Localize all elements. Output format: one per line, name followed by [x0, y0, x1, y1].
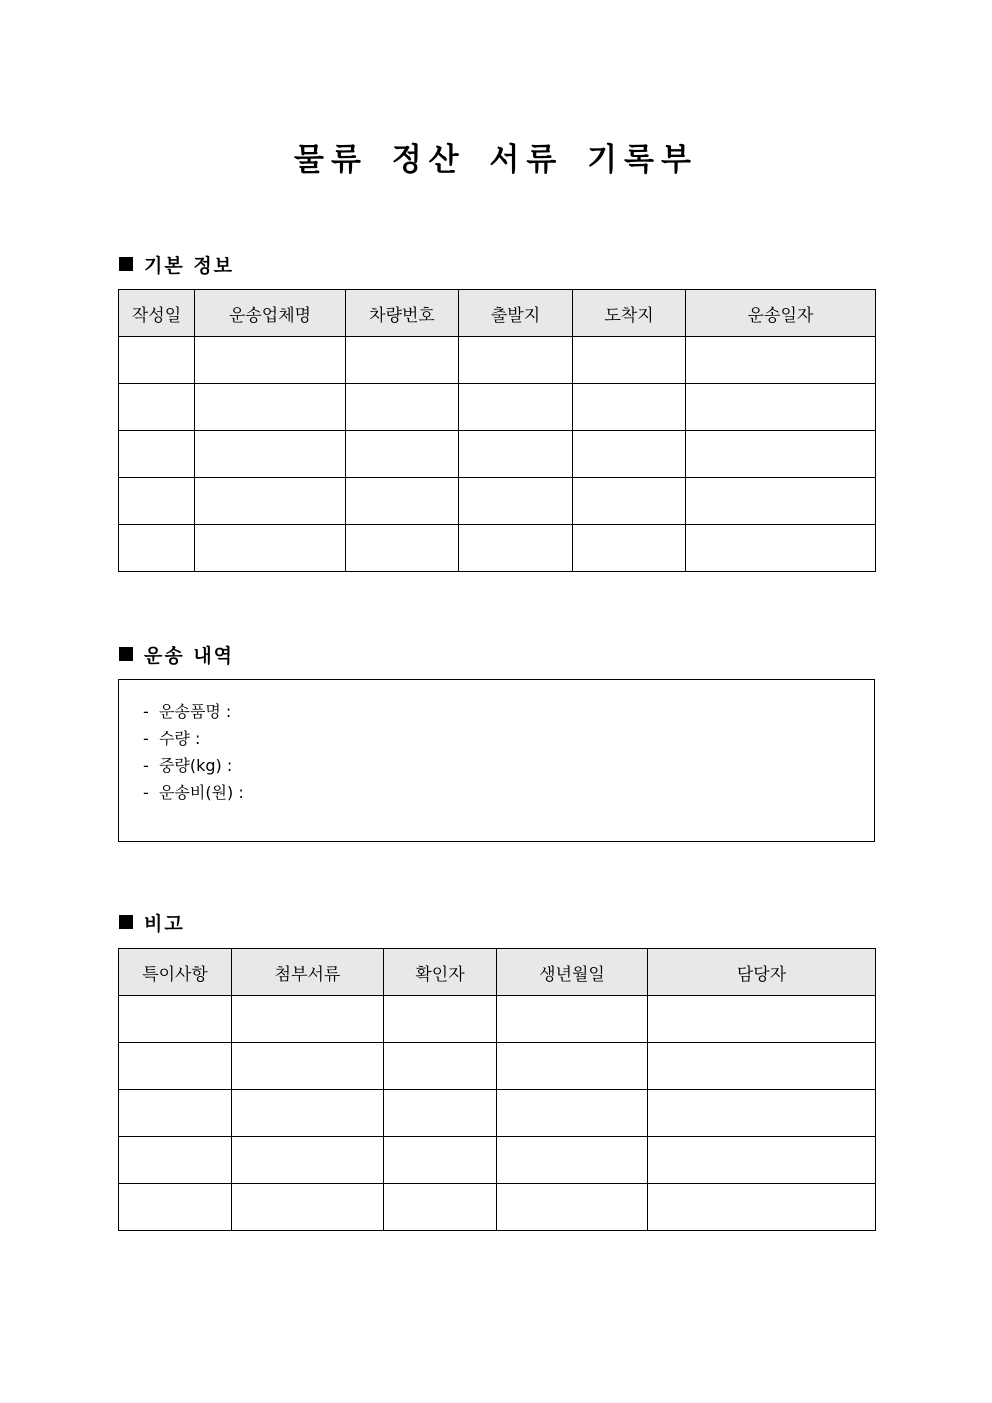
table-cell[interactable] [195, 478, 346, 525]
table-cell[interactable] [232, 1137, 384, 1184]
table-cell[interactable] [648, 996, 876, 1043]
table-cell[interactable] [573, 384, 686, 431]
table-cell[interactable] [346, 525, 459, 572]
table-cell[interactable] [497, 1184, 648, 1231]
table-cell[interactable] [573, 337, 686, 384]
table-cell[interactable] [497, 1090, 648, 1137]
column-header: 생년월일 [497, 949, 648, 996]
table-cell[interactable] [497, 1043, 648, 1090]
remarks-table [118, 948, 876, 1231]
column-header: 운송업체명 [195, 290, 346, 337]
transport-details-list [119, 680, 874, 806]
section-heading-transport-details [119, 641, 234, 667]
table-cell[interactable] [119, 1090, 232, 1137]
column-header: 특이사항 [119, 949, 232, 996]
table-cell[interactable] [384, 1043, 497, 1090]
section-heading-label: 비고 [144, 912, 185, 935]
table-cell[interactable] [384, 996, 497, 1043]
list-item-quantity[interactable]: - 수량 : [143, 729, 201, 748]
table-cell[interactable] [119, 1184, 232, 1231]
table-cell[interactable] [119, 337, 195, 384]
table-cell[interactable] [686, 337, 876, 384]
column-header: 운송일자 [686, 290, 876, 337]
table-cell[interactable] [459, 478, 573, 525]
table-row [119, 384, 876, 431]
square-bullet-icon [119, 915, 133, 929]
table-cell[interactable] [459, 525, 573, 572]
column-header: 담당자 [648, 949, 876, 996]
table-cell[interactable] [232, 1090, 384, 1137]
table-row [119, 1090, 876, 1137]
table-cell[interactable] [459, 337, 573, 384]
table-cell[interactable] [119, 1043, 232, 1090]
table-cell[interactable] [497, 996, 648, 1043]
table-cell[interactable] [119, 478, 195, 525]
table-row [119, 478, 876, 525]
column-header: 확인자 [384, 949, 497, 996]
table-cell[interactable] [459, 384, 573, 431]
table-cell[interactable] [346, 478, 459, 525]
table-cell[interactable] [648, 1043, 876, 1090]
table-row [119, 1043, 876, 1090]
table-row [119, 337, 876, 384]
section-heading-basic-info [119, 251, 234, 277]
square-bullet-icon [119, 647, 133, 661]
table-cell[interactable] [195, 337, 346, 384]
square-bullet-icon [119, 257, 133, 271]
table-cell[interactable] [346, 337, 459, 384]
table-row [119, 996, 876, 1043]
column-header: 출발지 [459, 290, 573, 337]
table-header-row [119, 290, 876, 337]
section-heading-label: 기본 정보 [144, 254, 235, 277]
column-header: 도착지 [573, 290, 686, 337]
table-cell[interactable] [648, 1184, 876, 1231]
column-header: 첨부서류 [232, 949, 384, 996]
section-heading-label: 운송 내역 [144, 644, 235, 667]
transport-details-box [118, 679, 875, 842]
document-title: 물류 정산 서류 기록부 [294, 142, 698, 178]
table-cell[interactable] [573, 431, 686, 478]
table-cell[interactable] [119, 1137, 232, 1184]
table-cell[interactable] [346, 431, 459, 478]
table-row [119, 1184, 876, 1231]
table-row [119, 525, 876, 572]
table-cell[interactable] [384, 1090, 497, 1137]
table-cell[interactable] [686, 525, 876, 572]
table-cell[interactable] [119, 996, 232, 1043]
table-cell[interactable] [346, 384, 459, 431]
table-cell[interactable] [232, 996, 384, 1043]
column-header: 작성일 [119, 290, 195, 337]
table-cell[interactable] [119, 384, 195, 431]
table-cell[interactable] [573, 525, 686, 572]
table-cell[interactable] [648, 1090, 876, 1137]
table-cell[interactable] [232, 1184, 384, 1231]
table-cell[interactable] [497, 1137, 648, 1184]
column-header: 차량번호 [346, 290, 459, 337]
table-cell[interactable] [384, 1137, 497, 1184]
table-cell[interactable] [119, 525, 195, 572]
table-cell[interactable] [459, 431, 573, 478]
table-row [119, 431, 876, 478]
table-cell[interactable] [384, 1184, 497, 1231]
list-item-weight[interactable]: - 중량(kg) : [143, 756, 233, 775]
section-heading-remarks [119, 909, 185, 935]
table-cell[interactable] [195, 431, 346, 478]
table-cell[interactable] [232, 1043, 384, 1090]
table-header-row [119, 949, 876, 996]
table-cell[interactable] [195, 525, 346, 572]
table-cell[interactable] [686, 384, 876, 431]
table-cell[interactable] [119, 431, 195, 478]
table-cell[interactable] [686, 478, 876, 525]
basic-info-table [118, 289, 876, 572]
table-cell[interactable] [573, 478, 686, 525]
table-cell[interactable] [686, 431, 876, 478]
table-cell[interactable] [195, 384, 346, 431]
table-cell[interactable] [648, 1137, 876, 1184]
list-item-freight-cost[interactable]: - 운송비(원) : [143, 783, 244, 802]
table-row [119, 1137, 876, 1184]
list-item-item-name[interactable]: - 운송품명 : [143, 702, 232, 721]
